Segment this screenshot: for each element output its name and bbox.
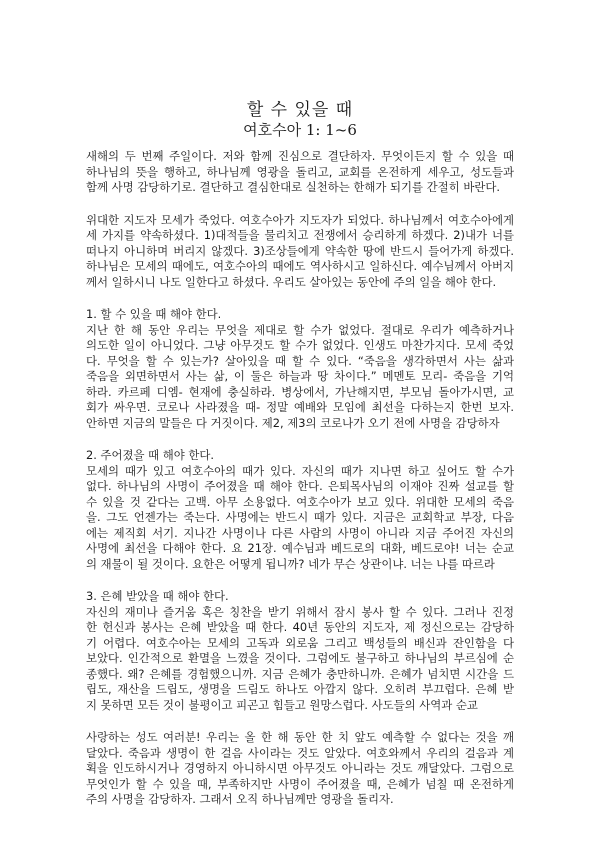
text-line: 다. 무엇을 할 수 있는가? 살아있을 때 할 수 있다. “죽음을 생각하면서 사는 삶과: [86, 353, 514, 368]
text-line: 사랑하는 성도 여러분! 우리는 올 한 해 동안 한 치 앞도 예측할 수 없다는 것을 깨: [86, 730, 514, 744]
text-line: 기 어렵다. 여호수아는 모세의 고독과 외로움 그리고 백성들의 배신과 잔인함을 다: [86, 635, 514, 650]
text-line: 떠나지 아니하며 버리지 않겠다. 3)조상들에게 약속한 땅에 반드시 들어가게 하겠다.: [86, 243, 514, 258]
paragraph-context: [86, 213, 514, 291]
section-heading: 3. 은혜 받았을 때 해야 한다.: [86, 589, 229, 603]
text-line: 립도, 재산을 드립도, 생명을 드림도 하나도 아깝지 않다. 오히려 부끄럽다. 은혜 받: [86, 682, 514, 696]
text-line: 세 가지를 약속하셨다. 1)대적들을 물리치고 전쟁에서 승리하게 하겠다. 2)내가 너를: [86, 228, 514, 242]
text-line: 의도한 일이 아니었다. 그냥 아무것도 할 수가 없었다. 인생도 마찬가지다. 모세 죽었: [86, 338, 514, 352]
sermon-body: [86, 149, 514, 825]
text-line: 죽음을 외면하면서 사는 삶, 이 둘은 하늘과 땅 차이다.” 메멘토 모리- 죽음을 기억: [86, 369, 514, 383]
text-line: 종했다. 왜? 은혜를 경험했으니까. 지금 은혜가 충만하니까. 은혜가 넘치면 시간을 드: [86, 666, 514, 681]
text-line: 모세의 때가 있고 여호수아의 때가 있다. 자신의 때가 지나면 하고 싶어도 할 수가: [86, 463, 514, 478]
text-line: 하라. 카르페 디엠- 현재에 충실하라. 병상에서, 가난해지면, 부모님 돌아가시면, 교: [86, 384, 514, 399]
text-line: 함께 사명 감당하기로. 결단하고 결심한대로 실천하는 한해가 되기를 간절히 바란다.: [86, 180, 500, 194]
scripture-reference: 여호수아 1: 1~6: [243, 121, 357, 139]
text-line: 하나님은 모세의 때에도, 여호수아의 때에도 역사하시고 일하신다. 예수님께서 아버지: [86, 259, 514, 273]
text-line: 하나님의 뜻을 행하고, 하나님께 영광을 돌리고, 교회를 온전하게 세우고, 성도들과: [86, 164, 514, 179]
text-line: 자신의 재미나 즐거움 혹은 칭찬을 받기 위해서 잠시 봉사 할 수 있다. 그러나 진정: [86, 604, 514, 619]
text-line: 보았다. 인간적으로 환멸을 느꼈을 것이다. 그럼에도 불구하고 하나님의 부르심에 순: [86, 651, 514, 665]
text-line: 을. 그도 언젠가는 죽는다. 사명에는 반드시 때가 있다. 지금은 교회학교 부장, 다음: [86, 510, 514, 524]
text-line: 의 재물이 될 것이다. 요한은 어떻게 됩니까? 네가 무슨 상관이냐. 너는 나를 따르라: [86, 556, 495, 571]
text-line: 없다. 하나님의 사명이 주어졌을 때 해야 한다. 은퇴목사님의 이재야 진짜 설교를 할: [86, 479, 514, 493]
text-line: 수 있을 것 같다는 고백. 아무 소용없다. 여호수아가 보고 있다. 위대한 모세의 죽음: [86, 494, 514, 509]
section-heading: 1. 할 수 있을 때 해야 한다.: [86, 307, 222, 321]
text-line: 지난 한 해 동안 우리는 무엇을 제대로 할 수가 없었다. 절대로 우리가 예측하거나: [86, 322, 514, 337]
text-line: 사명에 최선을 다해야 한다. 요 21장. 예수님과 베드로의 대화, 베드로야! 너는 순교: [86, 541, 514, 555]
text-line: 무엇인가 할 수 있을 때, 부족하지만 사명이 주어졌을 때, 은혜가 넘칠 때 온전하게: [86, 776, 514, 791]
text-line: 획을 인도하시거나 경영하지 아니하시면 아무것도 아니라는 것도 깨달았다. 그럼으로: [86, 761, 514, 775]
paragraph-point-2: [86, 448, 514, 572]
text-line: 께서 일하시니 나도 일한다고 하셨다. 우리도 살아있는 동안에 주의 일을 해야 한다.: [86, 274, 497, 289]
text-line: 한 헌신과 봉사는 은혜 받았을 때 한다. 40년 동안의 지도자, 제 정신으로는 감당하: [86, 620, 514, 634]
section-heading: 2. 주어졌을 때 해야 한다.: [86, 448, 215, 462]
paragraph-intro: [86, 149, 514, 196]
text-line: 새해의 두 번째 주일이다. 저와 함께 진심으로 결단하자. 무엇이든지 할 수 있을 때: [86, 149, 514, 163]
sermon-title: 할 수 있을 때: [246, 100, 354, 120]
text-line: 지 못하면 모든 것이 불평이고 피곤고 힘들고 원망스럽다. 사도들의 사역과 순교: [86, 697, 478, 712]
paragraph-point-3: [86, 589, 514, 713]
text-line: 안하면 지금의 말들은 다 거짓이다. 제2, 제3의 코로나가 오기 전에 사명을 감당하자: [86, 415, 500, 430]
paragraph-conclusion: [86, 730, 514, 808]
paragraph-point-1: [86, 307, 514, 431]
text-line: 주의 사명을 감당하자. 그래서 오직 하나님께만 영광을 돌리자.: [86, 792, 394, 806]
text-line: 위대한 지도자 모세가 죽었다. 여호수아가 지도자가 되었다. 하나님께서 여호수아에게: [86, 212, 514, 227]
text-line: 회가 싸우면. 코로나 사라졌을 때- 정말 예배와 모임에 최선을 다하는지 한번 보자.: [86, 400, 514, 414]
text-line: 달았다. 죽음과 생명이 한 걸음 사이라는 것도 알았다. 여호와께서 우리의 걸음과 계: [86, 745, 514, 760]
text-line: 에는 제직회 서기. 지나간 사명이나 다른 사람의 사명이 아니라 지금 주어진 자신의: [86, 525, 514, 540]
